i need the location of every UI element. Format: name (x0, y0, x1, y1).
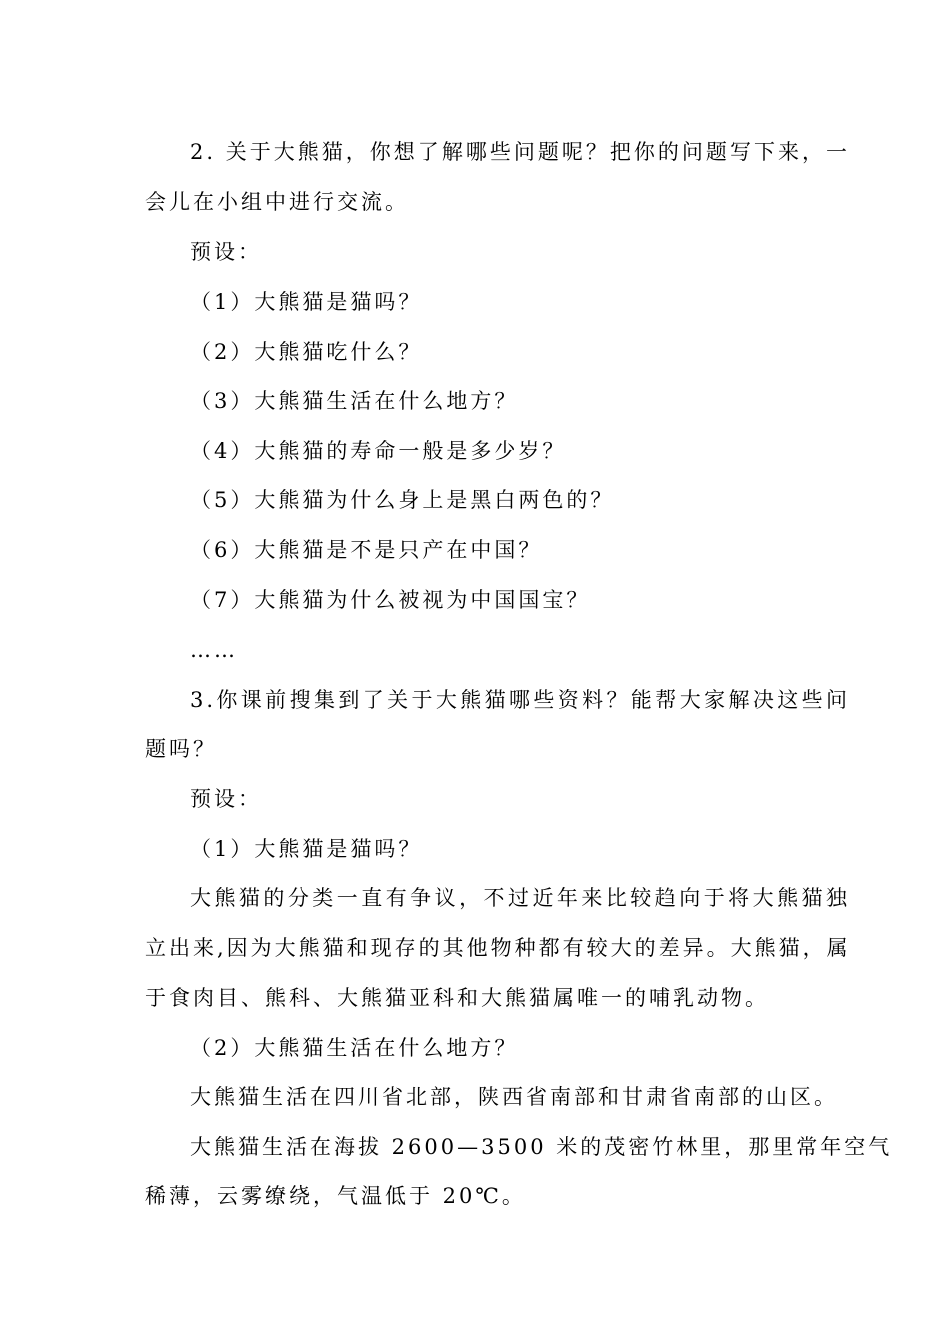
answer-1-question: （1）大熊猫是猫吗？ (190, 837, 423, 861)
answer-2-paragraph-1: 大熊猫生活在四川省北部，陕西省南部和甘肃省南部的山区。 (190, 1085, 838, 1109)
list-item: （4）大熊猫的寿命一般是多少岁？ (190, 439, 567, 463)
answer-1-line-2: 立出来,因为大熊猫和现存的其他物种都有较大的差异。大熊猫，属 (145, 936, 851, 960)
question-2-line-2: 会儿在小组中进行交流。 (145, 190, 409, 214)
list-item: （2）大熊猫吃什么？ (190, 340, 423, 364)
answer-2-paragraph-2-line-1: 大熊猫生活在海拔 2600—3500 米的茂密竹林里，那里常年空气 (190, 1135, 893, 1159)
list-item: （6）大熊猫是不是只产在中国？ (190, 538, 543, 562)
answer-1-line-3: 于食肉目、熊科、大熊猫亚科和大熊猫属唯一的哺乳动物。 (145, 986, 769, 1010)
list-item: （5）大熊猫为什么身上是黑白两色的？ (190, 488, 615, 512)
preset-label: 预设： (190, 240, 262, 264)
answer-2-paragraph-2-line-2: 稀薄，云雾缭绕，气温低于 20℃。 (145, 1184, 526, 1208)
list-item: （1）大熊猫是猫吗？ (190, 290, 423, 314)
answer-2-question: （2）大熊猫生活在什么地方？ (190, 1036, 519, 1060)
question-3-line-1: 3.你课前搜集到了关于大熊猫哪些资料？能帮大家解决这些问 (190, 688, 850, 712)
list-item: （3）大熊猫生活在什么地方？ (190, 389, 519, 413)
list-item: （7）大熊猫为什么被视为中国国宝？ (190, 588, 591, 612)
question-3-line-2: 题吗？ (145, 737, 217, 761)
ellipsis: …… (190, 638, 238, 662)
answer-1-line-1: 大熊猫的分类一直有争议，不过近年来比较趋向于将大熊猫独 (190, 886, 850, 910)
preset-label: 预设： (190, 787, 262, 811)
question-2-line-1: 2. 关于大熊猫，你想了解哪些问题呢？把你的问题写下来，一 (190, 140, 850, 164)
